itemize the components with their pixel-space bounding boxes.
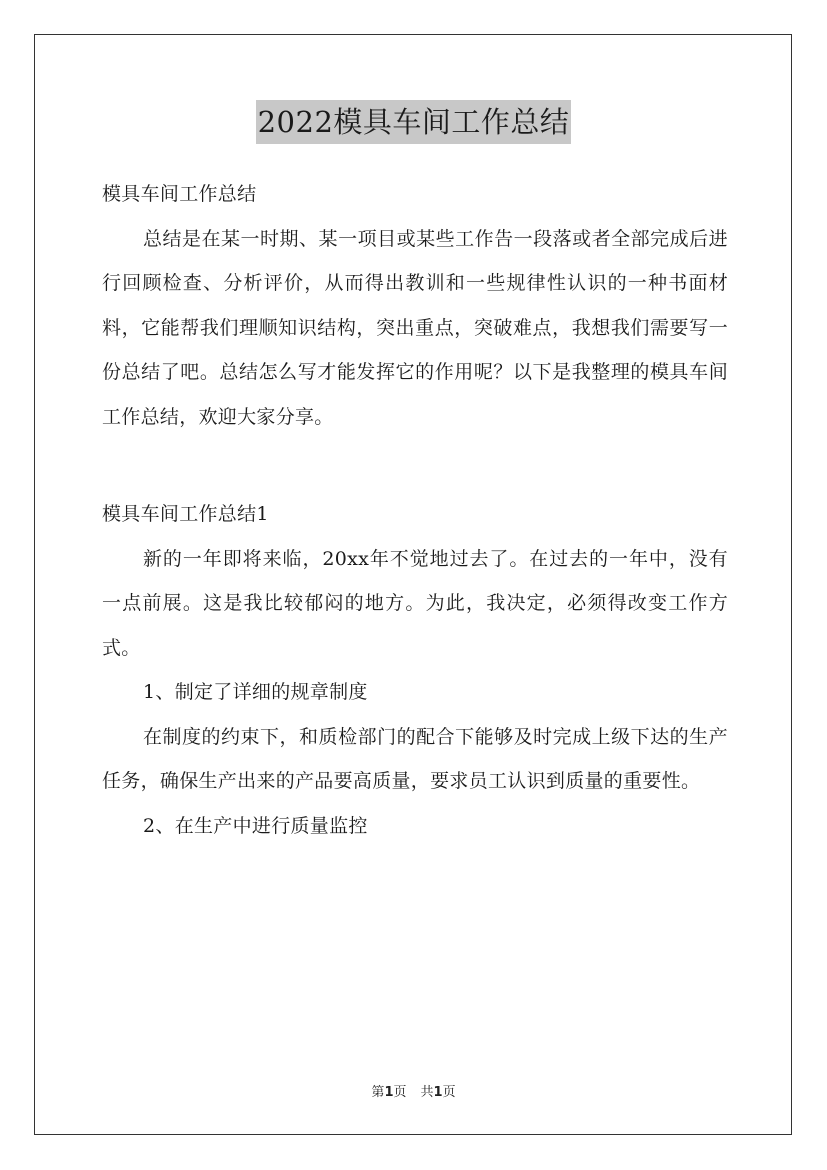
section-heading: 模具车间工作总结1 (102, 503, 269, 525)
page-prefix: 第 (371, 1085, 385, 1100)
page-total: 1 (433, 1085, 443, 1100)
document-body (102, 172, 728, 848)
document-subtitle: 模具车间工作总结 (102, 183, 257, 205)
total-suffix: 页 (442, 1085, 456, 1100)
intro-paragraph: 总结是在某一时期、某一项目或某些工作告一段落或者全部完成后进行回顾检查、分析评价，从而得出教训和一些规律性认识的一种书面材料，它能帮我们理顺知识结构，突出重点，突破难点，我想我们需要写一份总结了吧。总结怎么写才能发挥它的作用呢？以下是我整理的模具车间工作总结，欢迎大家分享。 (102, 227, 728, 428)
section-paragraph: 新的一年即将来临，20xx年不觉地过去了。在过去的一年中，没有一点前展。这是我比较郁闷的地方。为此，我决定，必须得改变工作方式。 (102, 547, 728, 659)
page-current: 1 (384, 1085, 394, 1100)
section-gap (102, 439, 728, 492)
page-footer (0, 1081, 827, 1100)
item-heading-1: 1、制定了详细的规章制度 (143, 681, 368, 703)
total-prefix: 共 (420, 1085, 434, 1100)
page-mid: 页 (393, 1085, 407, 1100)
item-paragraph-1: 在制度的约束下，和质检部门的配合下能够及时完成上级下达的生产任务，确保生产出来的产品要高质量，要求员工认识到质量的重要性。 (102, 725, 728, 792)
item-heading-2: 2、在生产中进行质量监控 (143, 814, 368, 837)
document-title: 2022模具车间工作总结 (256, 100, 572, 144)
title-container (0, 100, 827, 144)
